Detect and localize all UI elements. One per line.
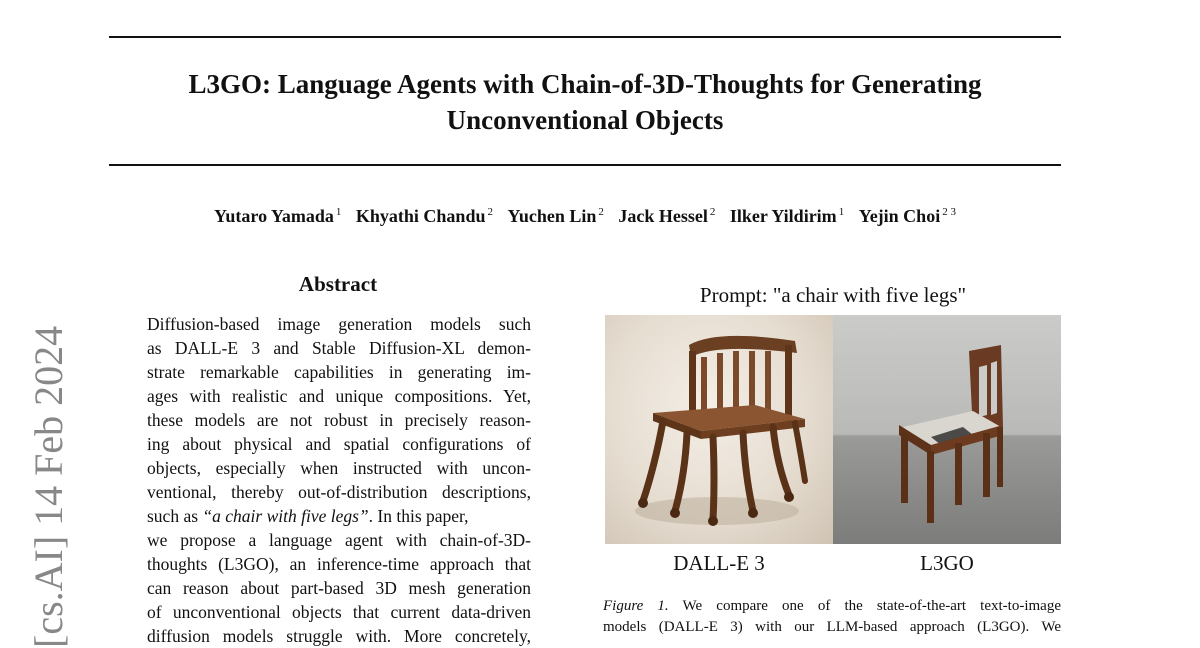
title-line-2: Unconventional Objects bbox=[446, 105, 724, 135]
author: Yuchen Lin $^2$ bbox=[507, 206, 604, 226]
abstract-line: such as “a chair with five legs”. In this paper, bbox=[147, 506, 469, 526]
abstract-line: ages with realistic and unique compositions. Yet, bbox=[147, 386, 531, 406]
paper-title bbox=[109, 66, 1061, 138]
title-bottom-rule bbox=[109, 164, 1061, 166]
abstract-line: ing about physical and spatial configurations of bbox=[147, 434, 531, 454]
abstract-line: ventional, thereby out-of-distribution descriptions, bbox=[147, 482, 531, 502]
author: Jack Hessel $^2$ bbox=[618, 206, 716, 226]
abstract-line: we propose a language agent with chain-of-3D- bbox=[147, 530, 531, 550]
abstract-example-prompt: “a chair with five legs” bbox=[202, 506, 369, 526]
mesh-chair-render-icon bbox=[833, 315, 1061, 544]
abstract-line: strate remarkable capabilities in generating im- bbox=[147, 362, 531, 382]
figure-caption bbox=[603, 596, 1061, 638]
dalle-caption: DALL-E 3 bbox=[673, 551, 765, 575]
abstract-line: these models are not robust in precisely reason- bbox=[147, 410, 531, 430]
abstract-line: objects, especially when instructed with uncon- bbox=[147, 458, 531, 478]
abstract-line: diffusion models struggle with. More concretely, bbox=[147, 626, 531, 646]
dalle-image bbox=[605, 315, 833, 544]
author: Khyathi Chandu $^2$ bbox=[355, 206, 493, 226]
abstract-line: Diffusion-based image generation models such bbox=[147, 314, 531, 334]
abstract-heading: Abstract bbox=[298, 272, 378, 296]
abstract-line: can reason about part-based 3D mesh generation bbox=[147, 578, 531, 598]
author: Ilker Yildirim $^1$ bbox=[729, 206, 845, 226]
abstract-body bbox=[147, 312, 531, 648]
figure-prompt: Prompt: "a chair with five legs" bbox=[699, 283, 967, 307]
l3go-caption: L3GO bbox=[920, 551, 974, 575]
figure-caption-line: models (DALL-E 3) with our LLM-based approach (L3GO). We bbox=[603, 619, 1061, 635]
abstract-line: as DALL-E 3 and Stable Diffusion-XL demon- bbox=[147, 338, 531, 358]
wooden-chair-render-icon bbox=[605, 315, 833, 544]
abstract-line: of unconventional objects that current data-driven bbox=[147, 602, 531, 622]
top-rule bbox=[109, 36, 1061, 38]
figure-caption-line: Figure 1. We compare one of the state-of-the-art text-to-image bbox=[603, 598, 1061, 614]
title-line-1: L3GO: Language Agents with Chain-of-3D-Thoughts for Generating bbox=[188, 69, 982, 99]
author: Yutaro Yamada $^1$ bbox=[214, 206, 342, 226]
arxiv-stamp: [cs.AI] 14 Feb 2024 bbox=[26, 325, 71, 648]
abstract-line: thoughts (L3GO), an inference-time approach that bbox=[147, 554, 531, 574]
l3go-image bbox=[833, 315, 1061, 544]
figure-label: Figure 1. bbox=[603, 598, 669, 614]
author: Yejin Choi $^{2 3}$ bbox=[858, 206, 956, 226]
author-list bbox=[109, 206, 1061, 227]
